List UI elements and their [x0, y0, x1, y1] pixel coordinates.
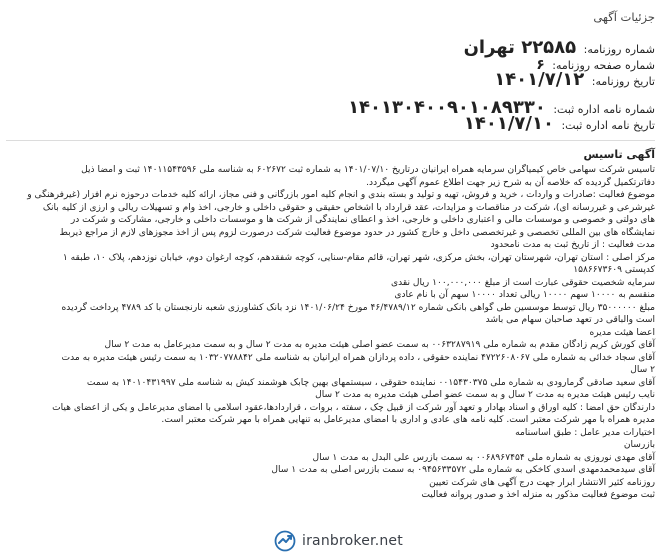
ad-line: کدپستی ۱۵۸۶۶۷۳۶۰۹ — [573, 265, 655, 275]
registry-letter-number-label: شماره نامه اداره ثبت: — [553, 103, 655, 116]
ad-line: اعضا هیئت مدیره — [589, 327, 655, 338]
ad-line: نمایشگاه های بین المللی تخصصی و غیرتخصصی داخل و خارج کشور در حدود موضوع فعالیت شرکت درصورت لزوم پس از اخذ مجوزهای لازم از مراجع ذیربط — [59, 227, 655, 238]
divider — [6, 140, 655, 141]
newspaper-page-label: شماره صفحه روزنامه: — [552, 59, 655, 72]
ad-line: آقای سیدمحمدمهدی اسدی کاخکی به شماره ملی ۰۹۴۵۶۳۳۵۷۲ به سمت بازرس اصلی به مدت ۱ سال — [271, 465, 655, 475]
registry-letter-date-value: ۱۴۰۱/۷/۱۰ — [463, 113, 554, 134]
newspaper-date-value: ۱۴۰۱/۷/۱۲ — [494, 69, 585, 90]
ad-line: مبلغ ۳۵۰۰۰۰۰۰ ریال توسط موسسین طی گواهی بانکی شماره ۴۶/۴۷۸۹/۱۲ مورخ ۱۴۰۱/۰۶/۲۴ نزد بانک کشاورزی شعبه نارنجستان با کد ۴۷۸۹ پرداخت گردیده — [61, 302, 655, 313]
ad-line: سرمایه شخصیت حقوقی عبارت است از مبلغ ۱۰۰,۰۰۰,۰۰۰ ریال نقدی — [390, 277, 655, 288]
ad-line: موضوع فعالیت :صادرات و واردات ، خرید و فروش، تهیه و تولید و بسته بندی و انجام کلیه امور بازرگانی و فنی مجاز، ارائه کلیه خدمات درحوزه نرم افزار (غیرفرهنگی و — [27, 190, 655, 200]
ad-heading: آگهی تاسیس — [583, 148, 655, 161]
ad-line: بازرسان — [623, 440, 655, 450]
newspaper-number-label: شماره روزنامه: — [583, 43, 655, 56]
ad-line: روزنامه کثیر الانتشار ابرار جهت درج آگهی های شرکت تعیین — [429, 477, 655, 488]
ad-line: مرکز اصلی : استان تهران، شهرستان تهران، بخش مرکزی، شهر تهران، قائم مقام-سنایی، کوچه شفقدهم، کوچه ارغوان دوم، خیابان نوزدهم، پلاک ۱۰، طبقه ۱ — [62, 252, 655, 263]
ad-line: مدت فعالیت : از تاریخ ثبت به مدت نامحدود — [490, 240, 655, 250]
ad-line: ثبت موضوع فعالیت مذکور به منزله اخذ و صدور پروانه فعالیت — [421, 490, 655, 500]
ad-body — [6, 164, 655, 502]
ad-line: نایب رئیس هیئت مدیره به مدت ۲ سال و به سمت عضو اصلی هیئت مدیره به مدت ۲ سال — [315, 390, 655, 400]
ad-line: دفاترتکمیل گردیده که خلاصه آن به شرح زیر جهت اطلاع عموم آگهی میگردد. — [366, 177, 655, 188]
ad-line: دارندگان حق امضا : کلیه اوراق و اسناد بهادار و تعهد آور شرکت از قبیل چک ، سفته ، بروات ، قراردادها،عقود اسلامی با امضای مدیرعامل و یکی از اعضای هیات — [52, 402, 655, 413]
ad-line: غیرشرعی و غیررسانه ای)، شرکت در مناقصات و مزایدات، عقد قرارداد با اشخاص حقیقی و حقوقی داخلی و خارجی، اخذ وام و تسهیلات ریالی و ارزی از کلیه بانک — [42, 202, 655, 213]
ad-line: تاسیس شرکت سهامی خاص کیمیاگران سرمایه همراه ایرانیان درتاریخ ۱۴۰۱/۰۷/۱۰ به شماره ثبت ۶۰۲۶۷۲ به شناسه ملی ۱۴۰۱۱۵۴۳۵۹۶ ثبت و امضا ذیل — [81, 165, 655, 175]
newspaper-number-value: ۲۲۵۸۵ تهران — [463, 37, 577, 58]
ad-line: اختیارات مدیر عامل : طبق اساسنامه — [515, 427, 655, 438]
newspaper-page-value: ۶ — [536, 57, 545, 73]
watermark-text: iranbroker.net — [302, 533, 403, 549]
newspaper-number-row — [464, 37, 655, 58]
ad-line: آقای سعید صادقی گرمارودی به شماره ملی ۰۰۱۵۴۳۰۳۷۵ نماینده حقوقی ، سیستمهای بهین چابک هوشمند کیش به شناسه ملی ۱۴۰۱۰۴۳۱۹۹۷ به سمت — [86, 377, 655, 388]
registry-letter-date-row — [464, 113, 655, 134]
ad-line: آقای مهدی نوروزی به شماره ملی ۰۰۶۸۹۶۷۴۵۴ به سمت بازرس علی البدل به مدت ۱ سال — [312, 452, 655, 463]
ad-line: است والباقی در تعهد صاحبان سهام می باشد — [485, 315, 655, 325]
ad-line: آقای سجاد خدائی به شماره ملی ۴۷۲۲۶۰۸۰۶۷ نماینده حقوقی ، داده پردازان همراه ایرانیان به شناسه ملی ۱۰۳۲۰۷۷۸۸۴۲ به سمت رئیس هیئت مدیره به مدت — [61, 352, 655, 363]
newspaper-date-row — [494, 69, 655, 90]
newspaper-date-label: تاریخ روزنامه: — [591, 75, 655, 88]
ad-line: مدیره همراه با مهر شرکت معتبر است. کلیه نامه های عادی و اداری با امضای مدیرعامل به تنهایی همراه با مهر شرکت معتبر است. — [161, 415, 655, 425]
registry-letter-date-label: تاریخ نامه اداره ثبت: — [561, 119, 655, 132]
page-title: جزئیات آگهی — [593, 10, 655, 24]
ad-line: ۲ سال — [630, 365, 655, 375]
iranbroker-logo-icon — [274, 530, 296, 552]
watermark — [270, 528, 407, 554]
registry-letter-number-value: ۱۴۰۱۳۰۴۰۰۹۰۱۰۸۹۳۳۰ — [348, 97, 546, 118]
ad-line: آقای کورش کریم زادگان مقدم به شماره ملی ۰۰۶۳۲۸۷۹۱۹ به سمت عضو اصلی هیئت مدیره به مدت ۲ سال و به سمت مدیرعامل به مدت ۲ سال — [104, 340, 655, 350]
ad-line: منقسم به ۱۰۰۰۰ سهم ۱۰۰۰۰ ریالی تعداد ۱۰۰۰۰ سهم آن با نام عادی — [394, 290, 655, 300]
ad-line: های دولتی و خصوصی و موسسات مالی و اعتباری داخلی و خارجی، اخذ و اعطای نمایندگی از شرکت ها و موسسات داخلی و خارجی، مشارکت و شرکت در — [70, 215, 655, 225]
